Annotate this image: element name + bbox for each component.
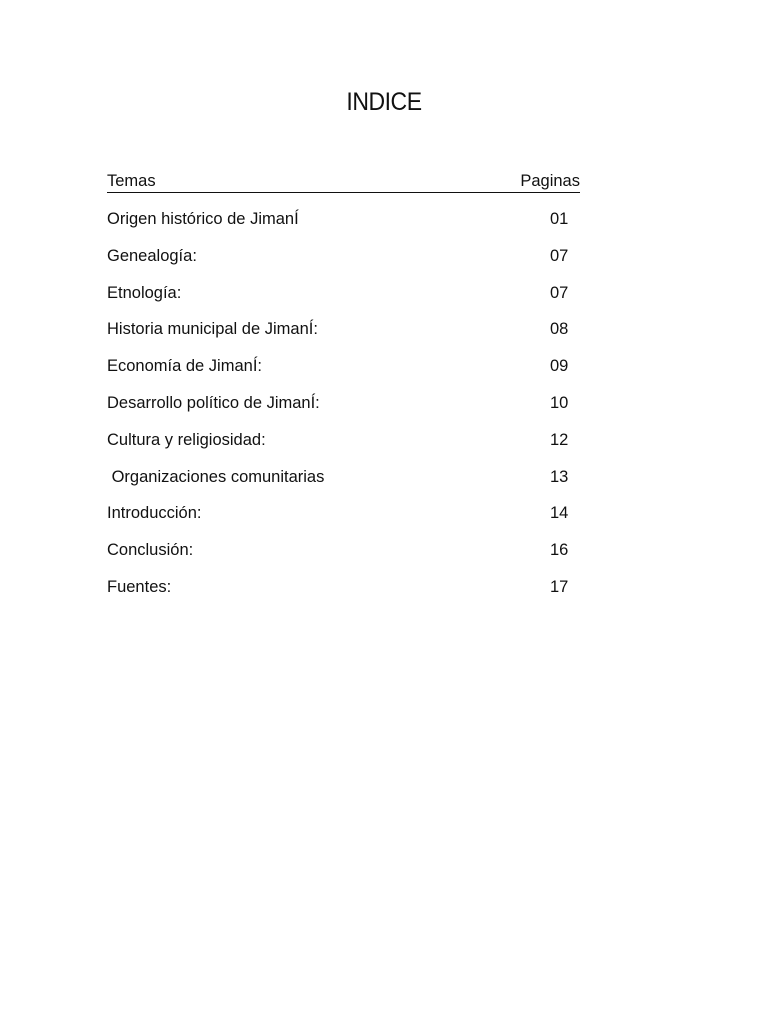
entry-topic: Genealogía: <box>107 246 197 265</box>
index-entry <box>107 503 580 540</box>
entry-page: 01 <box>550 210 569 228</box>
entry-topic: Cultura y religiosidad: <box>107 430 266 449</box>
page-title: INDICE <box>346 88 422 116</box>
entry-page: 16 <box>550 541 569 560</box>
entry-page: 12 <box>550 430 569 449</box>
entry-page: 09 <box>550 357 569 376</box>
index-entry <box>107 430 580 467</box>
entry-topic: Desarrollo político de JimanÍ: <box>107 393 320 412</box>
entry-page: 14 <box>550 504 569 523</box>
entry-page: 10 <box>550 393 569 412</box>
entry-topic: Historia municipal de JimanÍ: <box>107 320 318 339</box>
entry-page: 07 <box>550 246 569 265</box>
entry-topic: Organizaciones comunitarias <box>107 467 325 486</box>
topics-column-header: Temas <box>107 172 156 190</box>
index-entry <box>107 356 580 393</box>
entry-page: 07 <box>550 283 569 302</box>
entry-page: 17 <box>550 577 569 596</box>
index-entry <box>107 540 580 577</box>
entry-topic: Etnología: <box>107 283 182 302</box>
entry-topic: Fuentes: <box>107 577 172 596</box>
entry-topic: Origen histórico de JimanÍ <box>107 210 299 228</box>
index-entry <box>107 393 580 430</box>
index-entry <box>107 283 580 320</box>
entry-page: 08 <box>550 320 569 339</box>
entry-topic: Economía de JimanÍ: <box>107 357 262 376</box>
entry-topic: Introducción: <box>107 504 202 523</box>
index-entry <box>107 467 580 504</box>
entry-page: 13 <box>550 467 569 486</box>
index-header <box>107 172 580 193</box>
index-entry <box>107 209 580 246</box>
index-entry <box>107 577 580 614</box>
index-list <box>107 209 580 614</box>
index-entry <box>107 319 580 356</box>
index-entry <box>107 246 580 283</box>
pages-column-header: Paginas <box>520 172 580 190</box>
entry-topic: Conclusión: <box>107 541 194 560</box>
